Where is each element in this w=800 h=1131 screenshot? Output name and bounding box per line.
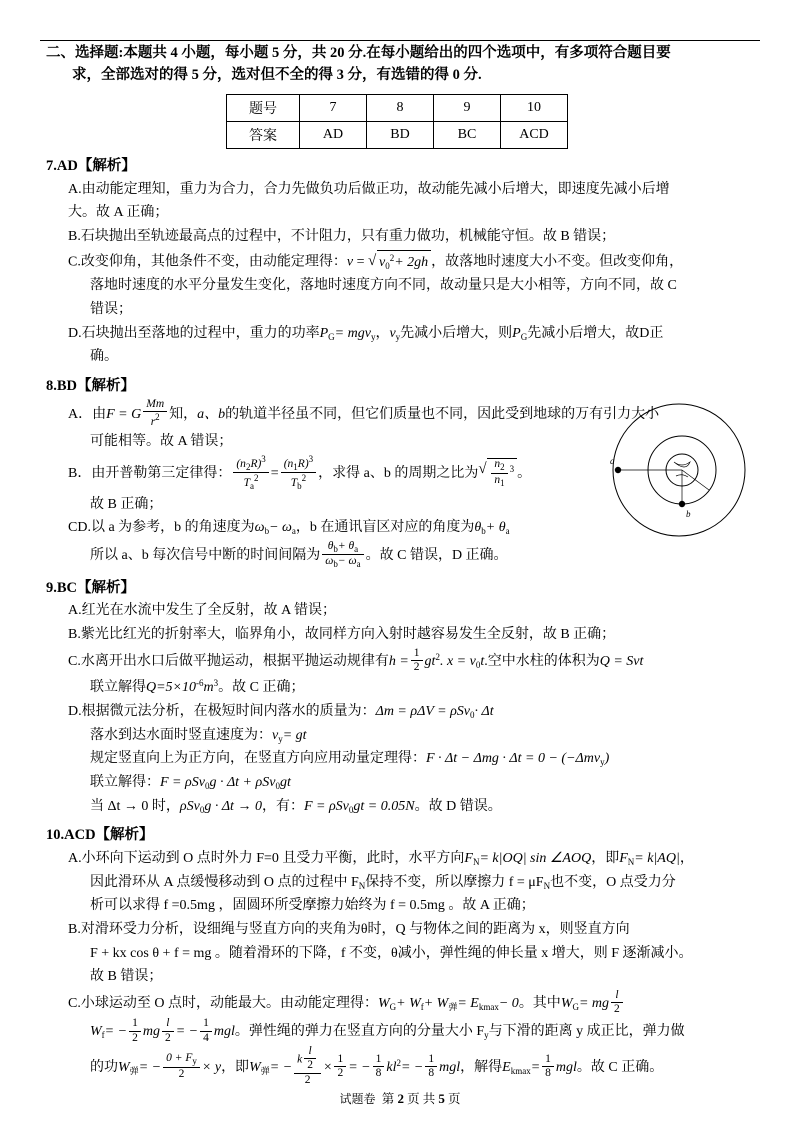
fraction (411, 647, 423, 674)
q7-d-vy-sub: y (395, 331, 401, 342)
q7-c-v0: v (378, 254, 386, 270)
q8-cd2-num2-sub: a (354, 543, 359, 554)
q10-c1-WG: W (377, 995, 390, 1011)
answer-cell: BD (367, 121, 434, 148)
q10-a2-tail: 也不变，O 点受力分 (550, 874, 676, 890)
q9-d4-sub2: 0 (275, 780, 280, 791)
q10-c2-tail-sub: y (484, 1030, 489, 1041)
q10-c3-kl-sup: 2 (396, 1057, 401, 1068)
q9-d3-pre: 规定竖直向上为正方向，在竖直方向应用动量定理得： (90, 751, 426, 767)
q10-a1-pre: A.小环向下运动到 O 点时外力 F=0 且受力平衡，此时，水平方向 (68, 850, 465, 866)
q10-c3-f2-den: 2 (334, 1066, 346, 1080)
answer-cell: AD (300, 121, 367, 148)
q10-c2-f3-den: 4 (200, 1031, 212, 1045)
q10-c3-f5-den: 8 (542, 1066, 554, 1080)
q9-d5-eq1-tail: g · Δt → 0 (204, 798, 262, 814)
q8-a-frac-num: Mm (146, 397, 165, 410)
q9-c2-tail: 。故 C 正确； (218, 680, 305, 696)
q9-d5-eq2: F = ρSv (303, 798, 349, 814)
q9-option-a: A.红光在水流中发生了全反射，故 A 错误； (68, 603, 336, 619)
q8-cd2-num1-sub: b (333, 543, 338, 554)
q9-d3-eq-sub: y (600, 757, 605, 768)
q8-b-f1-num: (n (236, 457, 246, 470)
q9-d4-tail: gt (279, 774, 291, 790)
q10-option-a-line1 (46, 848, 748, 871)
q9-c2-pre: 联立解得 (90, 680, 146, 696)
q8-cd2-num2: + θ (337, 539, 355, 552)
q7-d-eq-sub: y (370, 331, 376, 342)
q7-c-v0-sub: 0 (385, 260, 390, 271)
fraction (143, 398, 167, 429)
q9-c-gt: gt (424, 653, 436, 669)
footer-page-pre: 第 (381, 1092, 395, 1106)
q9-c2-sup: -6 (196, 678, 204, 689)
q8-a-post: 知， (169, 406, 198, 422)
q10-c1-Wt-sub: 弹 (448, 1001, 458, 1012)
q8-cd-theta-b-sub: b (481, 526, 486, 537)
q8-b-rad-den-sub: 1 (500, 477, 505, 488)
q8-b-f1-num-sub: 2 (245, 461, 251, 472)
q8-a-frac-den: r (150, 416, 156, 429)
q7-d-PG: P (319, 325, 329, 341)
q10-c2-Wf: W (90, 1024, 102, 1040)
q9-c2-val: Q=5×10 (146, 680, 197, 696)
q10-c2-f2-den: 2 (162, 1031, 174, 1045)
q10-c3-den: 2 (163, 1067, 200, 1081)
q10-c3-W2: W (249, 1059, 261, 1075)
q10-option-c-line2 (46, 1018, 748, 1045)
q10-a1-eq: = k|OQ| sin ∠AOQ (479, 850, 592, 866)
q7-option-d-line1 (46, 323, 748, 346)
q9-c-h: h = (388, 653, 409, 669)
q7-d-text-pre: D.石块抛出至落地的过程中，重力的功率 (68, 325, 320, 341)
q8-b-f2-num-sup: 3 (308, 453, 314, 464)
q10-c3-mid: ，即 (221, 1059, 250, 1075)
label-b: b (686, 509, 691, 519)
q8-b-f1-den-sub: a (250, 481, 255, 492)
q10-c2-f1-num: 1 (132, 1017, 138, 1030)
q9-option-d-line2 (46, 725, 748, 748)
q9-c-pre: C.水离开出水口后做平抛运动，根据平抛运动规律有 (68, 653, 389, 669)
footer-page-post: 页 (447, 1092, 461, 1106)
q9-c-frac-num: 1 (413, 646, 420, 659)
q9-c-Q: Q = Svt (599, 653, 644, 669)
q10-c3-f5-num: 1 (545, 1052, 551, 1065)
q9-option-d-line4 (46, 772, 748, 795)
q9-d5-eq2-sub: 0 (348, 804, 354, 815)
question-number-cell: 7 (300, 94, 367, 121)
orbit-diagram-svg (604, 400, 754, 540)
q10-c3-f-den: 2 (294, 1073, 321, 1087)
q9-c-gt-sup: 2 (435, 651, 440, 662)
q9-option-b: B.紫光比红光的折射率大，临界角小，故同样方向入射时越容易发生全反射，故 B 正确； (68, 627, 616, 643)
q7-d-PG2: P (512, 325, 521, 341)
q10-c3-l: l (308, 1044, 312, 1057)
q8-a-frac-den-sup: 2 (155, 412, 160, 423)
q10-a2-mid: 保持不变，所以摩擦力 f = μF (365, 874, 544, 890)
question-number-cell: 8 (367, 94, 434, 121)
q7-option-c-line1: C.改变仰角，其他条件不变，由动能定理得：v = √ $v_0^2+ 2gh$ ，故落地时速度大小不变。但改变仰角， (46, 250, 748, 275)
q10-c2-mg: mg (142, 1024, 160, 1040)
q8-cd-omega-b-sub: b (264, 526, 270, 537)
q10-a1-eq2-tail: = k|AQ| (634, 850, 680, 866)
fraction (322, 540, 363, 570)
q9-option-d-line5 (46, 796, 748, 819)
q8-cd-omega-b: ω (254, 520, 265, 536)
q10-a1-FN2: F (619, 850, 628, 866)
q8-b-f2-num-tail: R) (297, 457, 309, 470)
table-row (227, 94, 568, 121)
q8-option-cd-line2 (46, 541, 748, 571)
q9-option-c-line1 (46, 648, 748, 675)
q9-d4-eq: F = ρSv (160, 774, 205, 790)
answer-cell: BC (434, 121, 501, 148)
q8-a-tail: 的轨道半径虽不同，但它们质量也不同，因此受到地球的万有引力大小 (225, 406, 660, 422)
q8-b-f1-den-sup: 2 (254, 473, 259, 484)
q10-c3-mgl2: mgl (555, 1059, 577, 1075)
q10-c1-WG-eq: = mg (578, 995, 610, 1011)
q10-c2-eq2: = − (175, 1024, 199, 1040)
q10-c1-WG2-sub: G (572, 1001, 579, 1012)
fraction (334, 1053, 346, 1080)
q7-c-text-post: ，故落地时速度大小不变。但改变仰角， (431, 254, 684, 270)
sqrt-group (368, 250, 431, 275)
q10-c1-WG2: W (560, 995, 573, 1011)
q10-c3-k: k (297, 1053, 303, 1066)
q7-d-PG2-sub: G (520, 331, 528, 342)
q10-option-b-line2: F + kx cos θ + f = mg 。随着滑环的下降，f 不变，θ减小，弹性绳的伸长量 x 增大，则 F 逐渐减小。 (90, 945, 693, 961)
answer-cell: ACD (501, 121, 568, 148)
q8-b-f2-num-sub: 1 (293, 461, 298, 472)
q8-option-a-line2: 可能相等。故 A 错误； (90, 434, 233, 450)
q10-a1-end: ， (679, 850, 694, 866)
q10-c3-num-sub: y (192, 1056, 197, 1067)
q10-c2-tail: 。弹性绳的弹力在竖直方向的分量大小 F (234, 1024, 485, 1040)
q8-a-pre: A．由 (68, 406, 107, 422)
q10-c3-kl: kl (386, 1059, 397, 1075)
q10-c3-eq4: = − (400, 1059, 424, 1075)
q10-c2-tail2: 与下滑的距离 y 成正比，弹力做 (488, 1024, 685, 1040)
q9-d2-eq-sub: y (278, 733, 283, 744)
q8-b-f2-den-sup: 2 (301, 473, 307, 484)
q10-c2-f3-num: 1 (203, 1017, 209, 1030)
fraction (542, 1053, 554, 1080)
q10-c3-W: W (118, 1059, 130, 1075)
q10-c3-f4-den: 8 (425, 1066, 437, 1080)
q8-option-b-line2: 故 B 正确； (90, 496, 163, 512)
q10-c1-Wf-sub: f (420, 1001, 424, 1012)
q8-b-f2-den-sub: b (297, 481, 302, 492)
q10-c3-eq: = − (138, 1059, 162, 1075)
q8-a-ab: a、b (197, 406, 226, 422)
q9-d2-eq-tail: = gt (282, 727, 307, 743)
q10-a2-sub2: N (543, 880, 551, 891)
q9-d4-sub1: 0 (204, 780, 210, 791)
q7-option-d-line2: 确。 (90, 349, 118, 365)
q10-c1-Wt: + W (423, 995, 449, 1011)
fraction (162, 1017, 174, 1044)
question-7-heading: 7.AD【解析】 (46, 157, 136, 174)
q8-a-formula: F = G (106, 406, 142, 422)
footer-page-number: 2 (397, 1091, 404, 1106)
q10-c3-f4-num: 1 (428, 1052, 435, 1065)
q10-a1-eq-tail: ，即 (591, 850, 620, 866)
q9-d1-eq: Δm = ρΔV = ρSv (375, 703, 470, 719)
fraction (425, 1053, 437, 1080)
q7-option-c-line2: 落地时速度的水平分量发生变化，落地时速度方向不同，故动量只是大小相等，方向不同，故 C (90, 278, 677, 294)
q8-b-rad-den: n (494, 473, 501, 486)
q9-d5-eq2-tail: gt = 0.05N (353, 798, 415, 814)
q10-c1-frac-num: l (615, 988, 619, 1001)
q8-b-f2-den: T (290, 477, 298, 490)
q9-option-d-line1 (46, 701, 748, 724)
q10-option-c-line1 (46, 990, 748, 1017)
q9-d2-eq: v (272, 727, 279, 743)
q7-d-PG-sub: G (328, 331, 335, 342)
q10-a2-pre: 因此滑环从 A 点缓慢移动到 O 点的过程中 F (90, 874, 359, 890)
q10-c1-frac-den: 2 (611, 1002, 623, 1016)
question-number-cell: 9 (434, 94, 501, 121)
q10-c3-eq2: = − (269, 1059, 293, 1075)
q10-c3-tail: 。故 C 正确。 (576, 1059, 664, 1075)
fraction (281, 454, 316, 492)
q9-c-x: . x = v (439, 653, 476, 669)
fraction-inner (304, 1045, 316, 1072)
q10-c1-mid: 。其中 (518, 995, 561, 1011)
section-heading-line1: 二、选择题:本题共 4 小题，每小题 5 分，共 20 分.在每小题给出的四个选项中，有多项符合题目要 (46, 45, 671, 61)
q7-c-2gh: + 2gh (394, 254, 429, 270)
q9-c-t: t (480, 653, 485, 669)
q10-c3-f2-num: 1 (337, 1052, 344, 1065)
q9-c-x-sub: 0 (475, 659, 481, 670)
page-top-rule (40, 40, 760, 41)
q9-c2-unit-sup: 3 (213, 678, 219, 689)
q8-b-mid: ，求得 a、b 的周期之比为 (318, 465, 479, 481)
earth-landmass (674, 462, 690, 467)
q9-d5-tail: 。故 D 错误。 (414, 798, 502, 814)
q10-c3-pre: 的功 (90, 1059, 118, 1075)
q8-b-pre: B．由开普勒第三定律得： (68, 465, 232, 481)
q8-cd2-den2: − ω (337, 555, 357, 568)
q9-d5-eq1-sub: 0 (199, 804, 205, 815)
q10-c1-Ek: = E (457, 995, 479, 1011)
q9-d4-pre: 联立解得： (90, 774, 160, 790)
fraction (611, 989, 623, 1016)
question-number-cell: 10 (501, 94, 568, 121)
q10-c3-W-sub: 弹 (129, 1065, 139, 1076)
question-8-heading: 8.BD【解析】 (46, 378, 136, 395)
footer-label: 试题卷 (339, 1092, 376, 1106)
q10-option-b-line1: B.对滑环受力分析，设细绳与竖直方向的夹角为θ时，Q 与物体之间的距离为 x，则竖直方向 (68, 921, 630, 937)
q8-b-f1-num-tail: R) (250, 457, 262, 470)
q8-cd2-pre: 所以 a、b 每次信号中断的时间间隔为 (90, 548, 321, 564)
q10-option-a-line2 (46, 872, 748, 895)
q8-cd2-den1-sub: b (333, 559, 338, 570)
q8-b-f2-num: (n (283, 457, 294, 470)
q10-c3-f3-num: 1 (375, 1052, 382, 1065)
sqrt-group (478, 458, 517, 489)
q10-c3-f3-den: 8 (373, 1066, 385, 1080)
q9-d2-pre: 落水到达水面时竖直速度为： (90, 727, 272, 743)
q8-cd-theta-a: + θ (485, 520, 506, 536)
q9-c-frac-den: 2 (411, 660, 423, 674)
orbit-diagram (604, 400, 754, 540)
q9-d5-eq1: ρSv (179, 798, 200, 814)
q10-c1-Ek-sub: kmax (478, 1001, 499, 1012)
row-label-number: 题号 (227, 94, 300, 121)
q10-option-b-line3: 故 B 错误； (90, 969, 163, 985)
q9-option-c-line2 (46, 676, 748, 700)
q7-d-tail: 先减小后增大，故D正 (527, 325, 664, 341)
q7-d-mid2: 先减小后增大，则 (400, 325, 513, 341)
q10-c2-eq: = − (104, 1024, 128, 1040)
q8-cd-omega-a-sub: a (291, 526, 296, 537)
q10-option-c-line3 (46, 1044, 748, 1089)
q7-c-v: v (346, 254, 354, 270)
q10-c2-f2-num: l (166, 1017, 170, 1030)
q7-c-text-pre: C.改变仰角，其他条件不变，由动能定理得： (68, 254, 347, 270)
q10-c3-num: 0 + F (166, 1052, 193, 1065)
q7-option-a-line1: A.由动能定理知，重力为合力，合力先做负功后做正功，故动能先减小后增大，即速度先减小后增 (68, 181, 670, 197)
q9-c2-unit: m (203, 680, 214, 696)
q8-cd2-den1: ω (325, 555, 334, 568)
q8-cd2-num1: θ (327, 539, 334, 552)
radius-line-c (682, 470, 709, 490)
q10-c3-W2-sub: 弹 (260, 1065, 270, 1076)
q10-c3-mgl: mgl (439, 1059, 461, 1075)
q9-d4-mid: g · Δt + ρSv (209, 774, 276, 790)
q10-c3-l-den: 2 (304, 1058, 316, 1072)
q7-option-b: B.石块抛出至轨迹最高点的过程中，不计阻力，只有重力做功，机械能守恒。故 B 错误； (68, 229, 616, 245)
q9-d3-eq: F · Δt − Δmg · Δt = 0 − (−Δmv (426, 751, 601, 767)
q7-d-vy: v (389, 325, 396, 341)
label-a: a (610, 456, 615, 466)
q9-d3-eq-tail: ) (604, 751, 610, 767)
q10-c3-E-sub: kmax (510, 1065, 531, 1076)
q10-c1-WG-sub: G (389, 1001, 397, 1012)
q10-c2-mgl: mgl (213, 1024, 235, 1040)
q10-c3-E: E (502, 1059, 511, 1075)
q10-a2-sub: N (358, 880, 366, 891)
q8-b-rad-num: n (494, 458, 501, 471)
q10-c2-Wf-sub: f (101, 1030, 105, 1041)
answer-table (226, 94, 568, 149)
q10-option-a-line3: 析可以求得 f =0.5mg ，固圆环所受摩擦力始终为 f = 0.5mg 。故 A 正确； (90, 898, 535, 914)
q10-a1-FN: F (464, 850, 473, 866)
satellite-b (679, 501, 685, 507)
q8-cd-theta-b: θ (474, 520, 482, 536)
q8-cd-pre: CD.以 a 为参考，b 的角速度为 (68, 520, 255, 536)
q9-d1-pre: D.根据微元法分析，在极短时间内落水的质量为： (68, 703, 376, 719)
q9-d1-eq-sub: 0 (470, 709, 475, 720)
q10-c3-mid2: ，解得 (460, 1059, 503, 1075)
q9-option-d-line3 (46, 748, 748, 771)
q10-c1-zero: − 0 (498, 995, 519, 1011)
q9-d1-eq-tail: · Δt (474, 703, 494, 719)
fraction (373, 1053, 385, 1080)
q8-cd-omega-a: − ω (269, 520, 292, 536)
q8-b-f1-den: T (243, 477, 251, 490)
q10-c3-times: × y (201, 1059, 222, 1075)
table-row (227, 121, 568, 148)
fraction (200, 1017, 212, 1044)
footer-page-total: 5 (438, 1091, 445, 1106)
row-label-answer: 答案 (227, 121, 300, 148)
q10-c3-times2: × (323, 1059, 333, 1075)
satellite-a (615, 467, 621, 473)
section-heading-line2: 求，全部选对的得 5 分，选对但不全的得 3 分，有选错的得 0 分. (72, 67, 482, 84)
q8-b-eq: = (270, 465, 279, 481)
fraction (163, 1052, 200, 1081)
q8-b-rad-sup: 3 (509, 464, 515, 475)
fraction (129, 1017, 141, 1044)
page-footer (0, 1089, 800, 1107)
q8-b-f1-num-sup: 3 (261, 453, 266, 464)
q8-cd-mid: ，b 在通讯盲区对应的角度为 (295, 520, 475, 536)
q9-d5-pre: 当 Δt → 0 时， (90, 798, 180, 814)
q8-b-rad-num-sub: 2 (500, 462, 505, 473)
q10-c3-eq3: = − (348, 1059, 371, 1075)
q7-option-c-line3: 错误； (90, 302, 132, 318)
q7-d-eq: = mgv (334, 325, 371, 341)
q9-c-mid: .空中水柱的体积为 (484, 653, 600, 669)
q10-c1-pre: C.小球运动至 O 点时，动能最大。由动能定理得： (68, 995, 378, 1011)
q8-cd-theta-a-sub: a (505, 526, 510, 537)
q10-a1-FN-sub: N (472, 856, 480, 867)
question-10-heading: 10.ACD【解析】 (46, 827, 154, 844)
q10-c1-Wf: + W (396, 995, 421, 1011)
fraction (491, 458, 507, 488)
q8-b-tail: 。 (517, 465, 532, 481)
q9-d5-mid: ，有： (261, 798, 304, 814)
q10-c2-f1-den: 2 (129, 1031, 141, 1045)
q10-a1-FN2-sub: N (627, 856, 635, 867)
q7-c-v0-sup: 2 (389, 252, 395, 263)
fraction (233, 454, 268, 492)
q8-cd2-den2-sub: a (356, 559, 361, 570)
q10-c3-E-eq: = (530, 1059, 541, 1075)
q7-option-a-line2: 大。故 A 正确； (68, 205, 169, 221)
q7-d-comma: ， (375, 325, 390, 341)
question-9-heading: 9.BC【解析】 (46, 579, 136, 596)
q8-cd2-tail: 。故 C 错误，D 正确。 (365, 548, 508, 564)
fraction (294, 1046, 321, 1088)
footer-page-mid: 页 共 (407, 1092, 436, 1106)
